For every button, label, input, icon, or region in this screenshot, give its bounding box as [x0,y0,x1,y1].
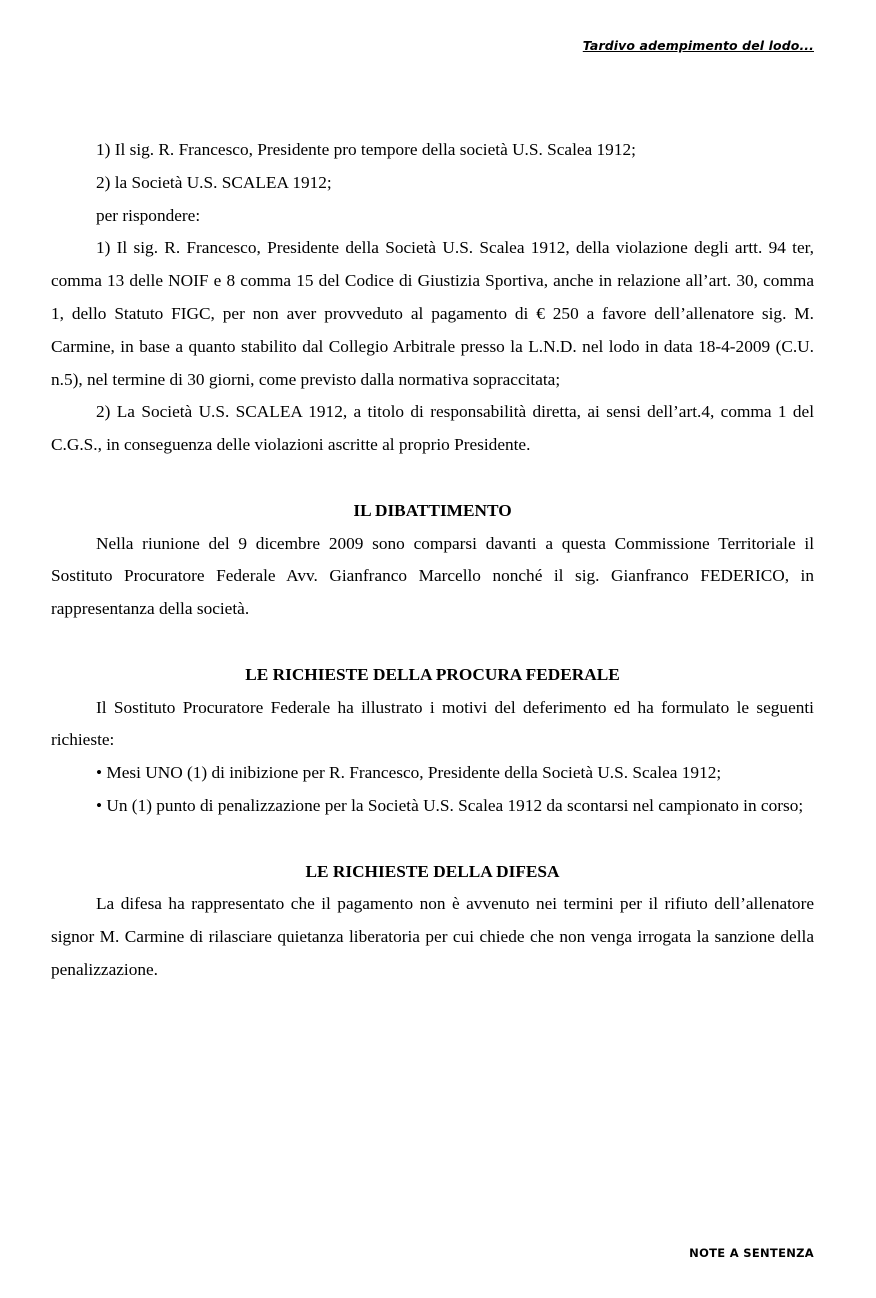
intro-item-1: 1) Il sig. R. Francesco, Presidente pro tempore della società U.S. Scalea 1912; [96,140,636,159]
running-header-title: Tardivo adempimento del lodo... [582,38,814,53]
difesa-heading: LE RICHIESTE DELLA DIFESA [305,861,560,881]
intro-item-3: per rispondere: [96,205,201,225]
procura-paragraph: Il Sostituto Procuratore Federale ha illustrato i motivi del deferimento ed ha formulato le seguenti richieste: [51,697,814,750]
procura-heading: LE RICHIESTE DELLA PROCURA FEDERALE [245,664,620,684]
procura-bullet-1: • Mesi UNO (1) di inibizione per R. Francesco, Presidente della Società U.S. Scalea 1912; [96,763,722,783]
dibattimento-paragraph: Nella riunione del 9 dicembre 2009 sono comparsi davanti a questa Commissione Territoriale il Sostituto Procuratore Federale Avv. Gianfranco Marcello nonché il sig. Gianfranco FEDERICO, in rappresentanza della società. [51,533,814,619]
procura-bullet-2: • Un (1) punto di penalizzazione per la Società U.S. Scalea 1912 da scontarsi nel campionato in corso; [96,795,804,815]
footer-label: NOTE A SENTENZA [689,1246,814,1260]
charge-paragraph-1: 1) Il sig. R. Francesco, Presidente della Società U.S. Scalea 1912, della violazione degli artt. 94 ter, comma 13 delle NOIF e 8 comma 15 del Codice di Giustizia Sportiva, anche in relazione all’art. 30, comma 1, dello Statuto FIGC, per non aver provveduto al pagamento di € 250 a favore dell’allenatore sig. M. Carmine, in base a quanto stabilito dal Collegio Arbitrale presso la L.N.D. nel lodo in data 18-4-2009 (C.U. n.5), nel termine di 30 giorni, come previsto dalla normativa sopraccitata; [51,238,814,389]
dibattimento-heading: IL DIBATTIMENTO [353,500,512,520]
intro-item-2: 2) la Società U.S. SCALEA 1912; [96,172,332,192]
difesa-paragraph: La difesa ha rappresentato che il pagamento non è avvenuto nei termini per il rifiuto dell’allenatore signor M. Carmine di rilasciare quietanza liberatoria per cui chiede che non venga irrogata la sanzione della penalizzazione. [51,894,814,979]
charge-paragraph-2: 2) La Società U.S. SCALEA 1912, a titolo di responsabilità diretta, ai sensi dell’art.4, comma 1 del C.G.S., in conseguenza delle violazioni ascritte al proprio Presidente. [51,402,814,455]
document-body [51,134,814,987]
